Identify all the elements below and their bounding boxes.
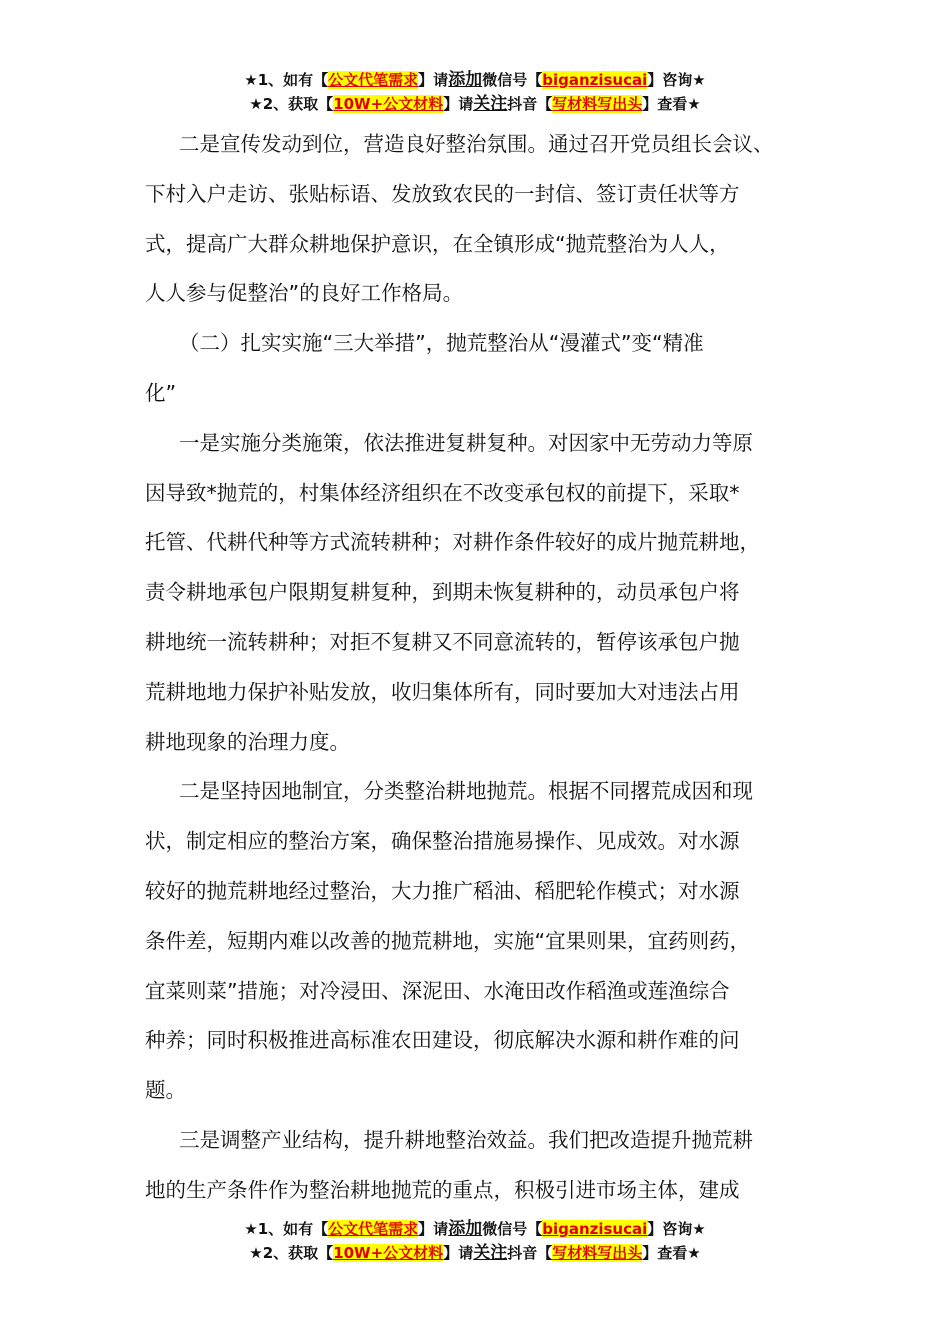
text-line: 化” — [145, 380, 177, 405]
banner-text: 】查看★ — [642, 1244, 701, 1262]
text-line: 荒耕地地力保护补贴发放，收归集体所有，同时要加大对违法占用 — [145, 679, 740, 704]
banner-text: ★2、获取【 — [249, 1244, 334, 1262]
douyin-id: 写材料写出头 — [552, 95, 643, 113]
text-line: 下村入户走访、张贴标语、发放致农民的一封信、签订责任状等方 — [145, 181, 740, 206]
text-line: （二）扎实实施“三大举措”，抛荒整治从“漫灌式”变“精准 — [179, 331, 704, 356]
banner-text: 微信号【 — [482, 1220, 543, 1238]
banner-line-2 — [0, 92, 950, 116]
banner-text: 抖音【 — [507, 95, 553, 113]
text-line: 较好的抛荒耕地经过整治，大力推广稻油、稻肥轮作模式；对水源 — [145, 878, 740, 903]
text-line: 因导致*抛荒的，村集体经济组织在不改变承包权的前提下，采取* — [145, 480, 740, 505]
banner-text: 】咨询★ — [647, 71, 706, 89]
text-line: 地的生产条件作为整治耕地抛荒的重点，积极引进市场主体，建成 — [145, 1177, 740, 1202]
wechat-id: biganzisucai — [542, 71, 648, 89]
text-line: 人人参与促整治”的良好工作格局。 — [145, 281, 464, 306]
banner-text: ★2、获取【 — [249, 95, 334, 113]
text-line: 宜菜则菜”措施；对冷浸田、深泥田、水淹田改作稻渔或莲渔综合 — [145, 978, 730, 1003]
banner-text: 抖音【 — [507, 1244, 553, 1262]
text-line: 二是宣传发动到位，营造良好整治氛围。通过召开党员组长会议、 — [179, 132, 774, 156]
text-line: 状，制定相应的整治方案，确保整治措施易操作、见成效。对水源 — [145, 829, 740, 854]
wechat-id: biganzisucai — [542, 1220, 648, 1238]
underlined-text: 关注 — [473, 94, 508, 114]
underlined-text: 添加 — [448, 70, 483, 90]
banner-line-1 — [0, 1217, 950, 1241]
banner-text: 】请 — [443, 1244, 474, 1262]
highlight-text: 10W+公文材料 — [333, 1244, 444, 1262]
underlined-text: 添加 — [448, 1219, 483, 1239]
banner-text: 】请 — [443, 95, 474, 113]
text-line: 种养；同时积极推进高标准农田建设，彻底解决水源和耕作难的问 — [145, 1028, 740, 1053]
banner-line-2 — [0, 1241, 950, 1265]
text-line: 耕地统一流转耕种；对拒不复耕又不同意流转的，暂停该承包户抛 — [145, 629, 740, 654]
highlight-text: 10W+公文材料 — [333, 95, 444, 113]
text-line: 托管、代耕代种等方式流转耕种；对耕作条件较好的成片抛荒耕地， — [145, 530, 760, 555]
banner-text: 】请 — [418, 71, 449, 89]
highlight-text: 公文代笔需求 — [328, 71, 419, 89]
banner-text: 】咨询★ — [647, 1220, 706, 1238]
banner-text: ★1、如有【 — [244, 71, 329, 89]
banner-text: 】查看★ — [642, 95, 701, 113]
banner-line-1 — [0, 68, 950, 92]
banner-text: ★1、如有【 — [244, 1220, 329, 1238]
text-line: 责令耕地承包户限期复耕复种，到期未恢复耕种的，动员承包户将 — [145, 580, 740, 605]
text-line: 式，提高广大群众耕地保护意识，在全镇形成“抛荒整治为人人， — [145, 231, 730, 256]
footer-banner — [0, 1217, 950, 1265]
text-line: 题。 — [145, 1078, 186, 1103]
text-line: 耕地现象的治理力度。 — [145, 729, 350, 754]
highlight-text: 公文代笔需求 — [328, 1220, 419, 1238]
douyin-id: 写材料写出头 — [552, 1244, 643, 1262]
text-line: 一是实施分类施策，依法推进复耕复种。对因家中无劳动力等原 — [179, 430, 753, 455]
underlined-text: 关注 — [473, 1243, 508, 1263]
banner-text: 】请 — [418, 1220, 449, 1238]
text-line: 二是坚持因地制宜，分类整治耕地抛荒。根据不同撂荒成因和现 — [179, 779, 753, 804]
document-body — [145, 120, 825, 1216]
text-line: 三是调整产业结构，提升耕地整治效益。我们把改造提升抛荒耕 — [179, 1127, 753, 1152]
banner-text: 微信号【 — [482, 71, 543, 89]
text-line: 条件差，短期内难以改善的抛荒耕地，实施“宜果则果，宜药则药， — [145, 928, 751, 953]
header-banner — [0, 68, 950, 116]
